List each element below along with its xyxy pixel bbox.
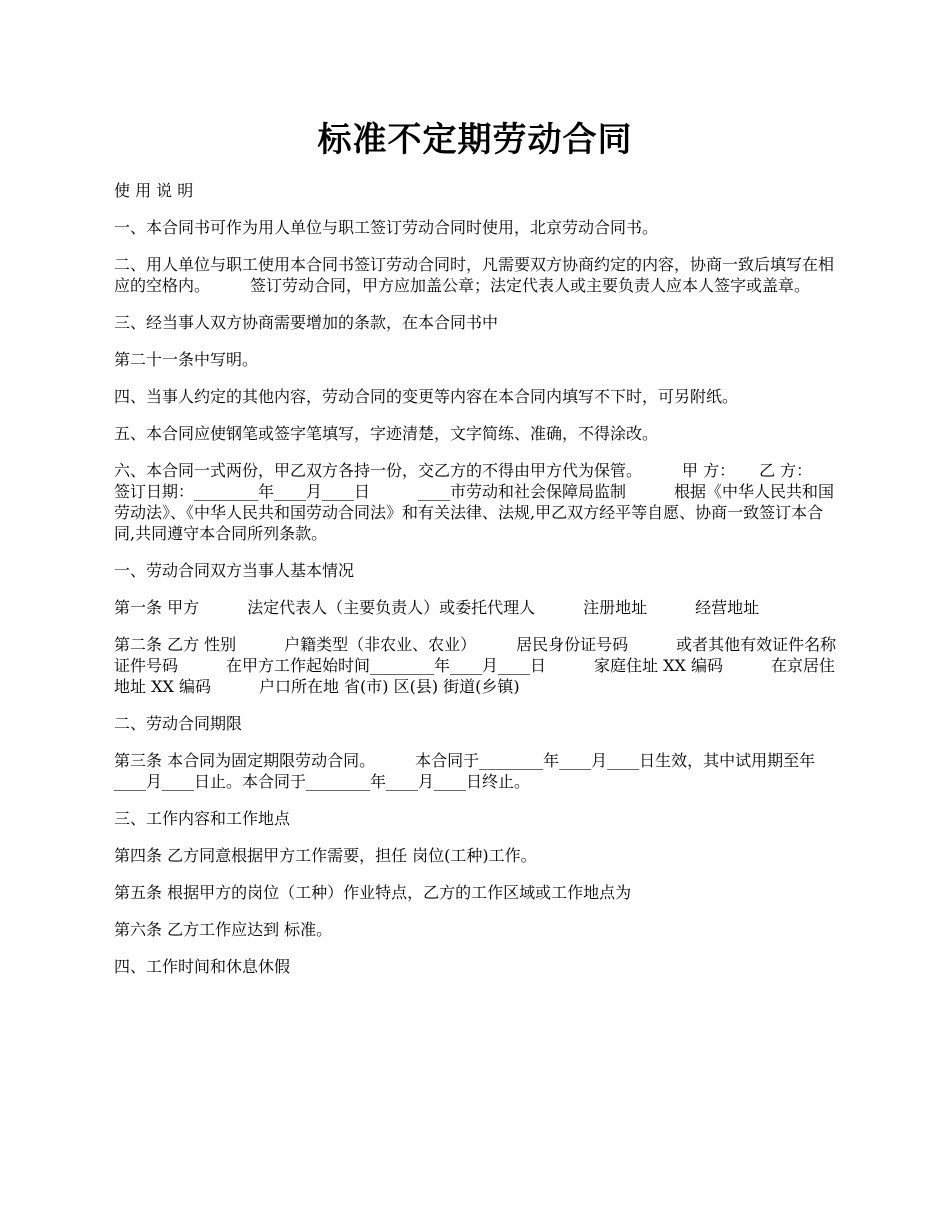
section-heading-1: 一、劳动合同双方当事人基本情况: [114, 561, 355, 580]
instructions-heading: 使 用 说 明: [114, 181, 194, 200]
article-1: 第一条 甲方 法定代表人（主要负责人）或委托代理人 注册地址 经营地址: [114, 598, 760, 617]
instruction-item-1: 一、本合同书可作为用人单位与职工签订劳动合同时使用，北京劳动合同书。: [114, 218, 659, 237]
document-body: [114, 180, 853, 993]
document-title: 标准不定期劳动合同: [317, 120, 633, 160]
article-3: 第三条 本合同为固定期限劳动合同。 本合同于________年____月____日生效，其中试用期至年____月____日止。本合同于________年____月____日终止。: [114, 751, 816, 791]
instruction-item-4: 四、当事人约定的其他内容，劳动合同的变更等内容在本合同内填写不下时，可另附纸。: [114, 387, 739, 406]
section-heading-4: 四、工作时间和休息休假: [114, 957, 291, 976]
instruction-item-6: 六、本合同一式两份，甲乙双方各持一份，交乙方的不得由甲方代为保管。 甲 方： 乙 方： 签订日期：________年____月____日 ____市劳动和社会保障局监制 根据《中华人民共和国劳动法》、《中华人民共和国劳动合同法》和有关法律、法规,甲乙双方经平等自愿、协商一致签订本合同,共同遵守本合同所列条款。: [114, 461, 853, 543]
section-heading-3: 三、工作内容和工作地点: [114, 809, 291, 828]
article-5: 第五条 根据甲方的岗位（工种）作业特点，乙方的工作区域或工作地点为: [114, 883, 632, 902]
instruction-item-2: 二、用人单位与职工使用本合同书签订劳动合同时，凡需要双方协商约定的内容，协商一致后填写在相应的空格内。 签订劳动合同，甲方应加盖公章；法定代表人或主要负责人应本人签字或盖章。: [114, 255, 835, 295]
article-6: 第六条 乙方工作应达到 标准。: [114, 920, 333, 939]
section-heading-2: 二、劳动合同期限: [114, 714, 243, 733]
article-2: 第二条 乙方 性别 户籍类型（非农业、农业） 居民身份证号码 或者其他有效证件名称 证件号码 在甲方工作起始时间________年____月____日 家庭住址 XX 编码 在京居住地址 XX 编码 户口所在地 省(市) 区(县) 街道(乡镇): [114, 635, 837, 696]
instruction-item-5: 五、本合同应使钢笔或签字笔填写，字迹清楚，文字简练、准确，不得涂改。: [114, 424, 659, 443]
instruction-item-3-cont: 第二十一条中写明。: [114, 350, 259, 369]
instruction-item-3: 三、经当事人双方协商需要增加的条款，在本合同书中: [114, 313, 499, 332]
article-4: 第四条 乙方同意根据甲方工作需要，担任 岗位(工种)工作。: [114, 846, 537, 865]
